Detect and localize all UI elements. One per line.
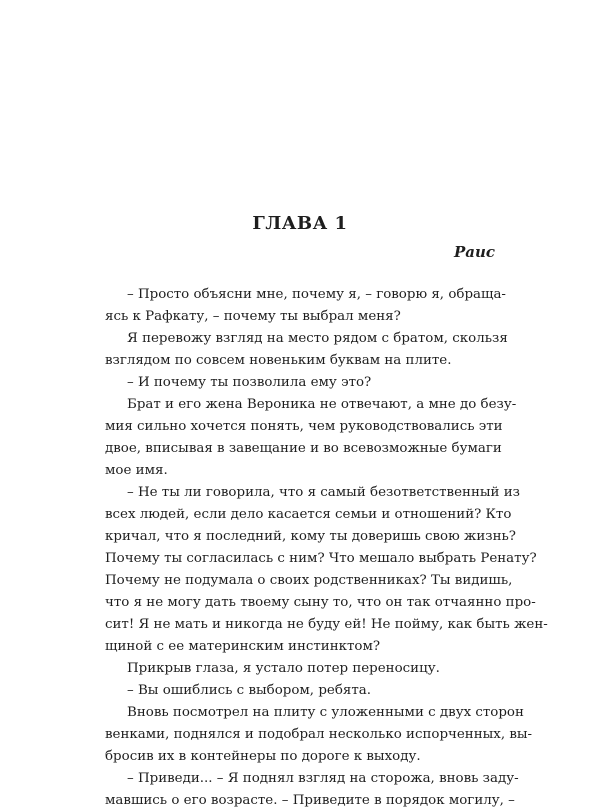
text-line: мия сильно хочется понять, чем руководствовались эти [105,419,503,434]
narrator-name: Раис [453,243,495,261]
text-line: мавшись о его возрасте. – Приведите в порядок могилу, – [105,793,515,808]
text-line: кричал, что я последний, кому ты доверишь свою жизнь? [105,529,516,544]
text-line: ясь к Рафкату, – почему ты выбрал меня? [105,309,401,324]
text-line: Почему не подумала о своих родственниках? Ты видишь, [105,573,513,588]
text-line: венками, поднялся и подобрал несколько испорченных, вы- [105,727,533,742]
text-line: Прикрыв глаза, я устало потер переносицу. [127,661,440,676]
text-line: мое имя. [105,463,168,478]
text-line: двое, вписывая в завещание и во всевозможные бумаги [105,441,502,456]
body-text [105,284,548,812]
text-line: щиной с ее материнским инстинктом? [105,639,381,654]
text-line: – И почему ты позволила ему это? [127,375,372,390]
text-line: Вновь посмотрел на плиту с уложенными с двух сторон [127,705,524,720]
text-line: – Приведи... – Я поднял взгляд на сторожа, вновь заду- [127,771,519,786]
text-line: взглядом по совсем новеньким буквам на плите. [105,353,452,368]
text-line: бросив их в контейнеры по дороге к выходу. [105,749,421,764]
chapter-title: ГЛАВА 1 [252,213,348,234]
text-line: что я не могу дать твоему сыну то, что он так отчаянно про- [105,595,536,610]
text-line: – Просто объясни мне, почему я, – говорю я, обраща- [127,287,506,302]
text-line: всех людей, если дело касается семьи и отношений? Кто [105,507,512,522]
text-line: – Вы ошиблись с выбором, ребята. [127,683,371,698]
text-line: Я перевожу взгляд на место рядом с братом, скользя [127,331,508,346]
text-line: сит! Я не мать и никогда не буду ей! Не пойму, как быть жен- [105,617,548,632]
text-line: – Не ты ли говорила, что я самый безответственный из [127,485,520,500]
text-line: Брат и его жена Вероника не отвечают, а мне до безу- [127,397,517,412]
text-line: Почему ты согласилась с ним? Что мешало выбрать Ренату? [105,551,537,566]
